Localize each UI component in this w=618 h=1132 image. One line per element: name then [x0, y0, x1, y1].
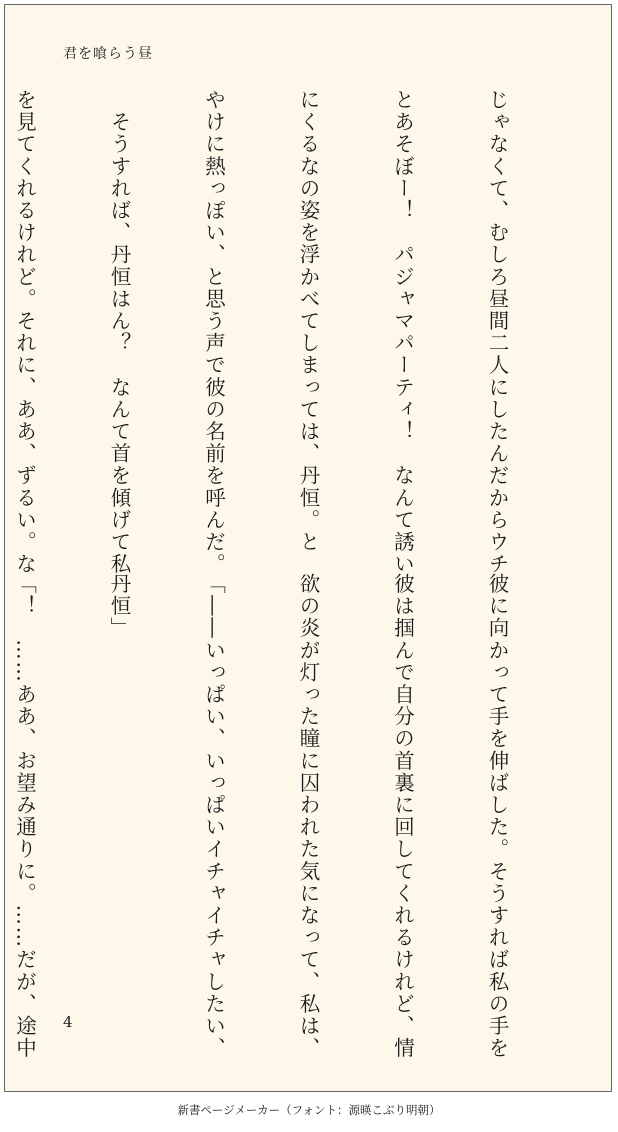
text-column: そうすれば、丹恒はん？ なんて首を傾げて私 [107, 89, 131, 576]
text-column: とあそぼー！ パジャマパーティ！ なんて誘い [390, 89, 415, 576]
text-block-lower [0, 573, 575, 1060]
running-title: 君を喰らう昼 [63, 46, 153, 62]
text-column: 丹恒」 [107, 573, 131, 640]
text-column: 彼に向かって手を伸ばした。そうすれば私の手を [485, 573, 509, 1060]
text-block-upper [0, 89, 575, 576]
text-column: 彼は掴んで自分の首裏に回してくれるけれど、情 [390, 573, 415, 1060]
text-column: 「！ ……ああ、お望み通りに。……だが、途中 [12, 573, 37, 1060]
generator-credit: 新書ページメーカー（フォント：源暎こぶり明朝） [177, 1103, 441, 1117]
text-column: を見てくれるけれど。それに、ああ、ずるい。な [12, 89, 37, 576]
text-column: 「――いっぱい、いっぱいイチャイチャしたい、 [201, 573, 226, 1060]
text-column: 欲の炎が灯った瞳に囚われた気になって、私は、 [296, 573, 320, 1060]
text-column: じゃなくて、むしろ昼間二人にしたんだからウチ [485, 89, 509, 576]
book-page [4, 4, 612, 1092]
text-column: にくるなの姿を浮かべてしまっては、丹恒。と [296, 89, 320, 554]
text-column: やけに熱っぽい、と思う声で彼の名前を呼んだ。 [201, 89, 226, 576]
page-number: 4 [63, 1013, 73, 1031]
